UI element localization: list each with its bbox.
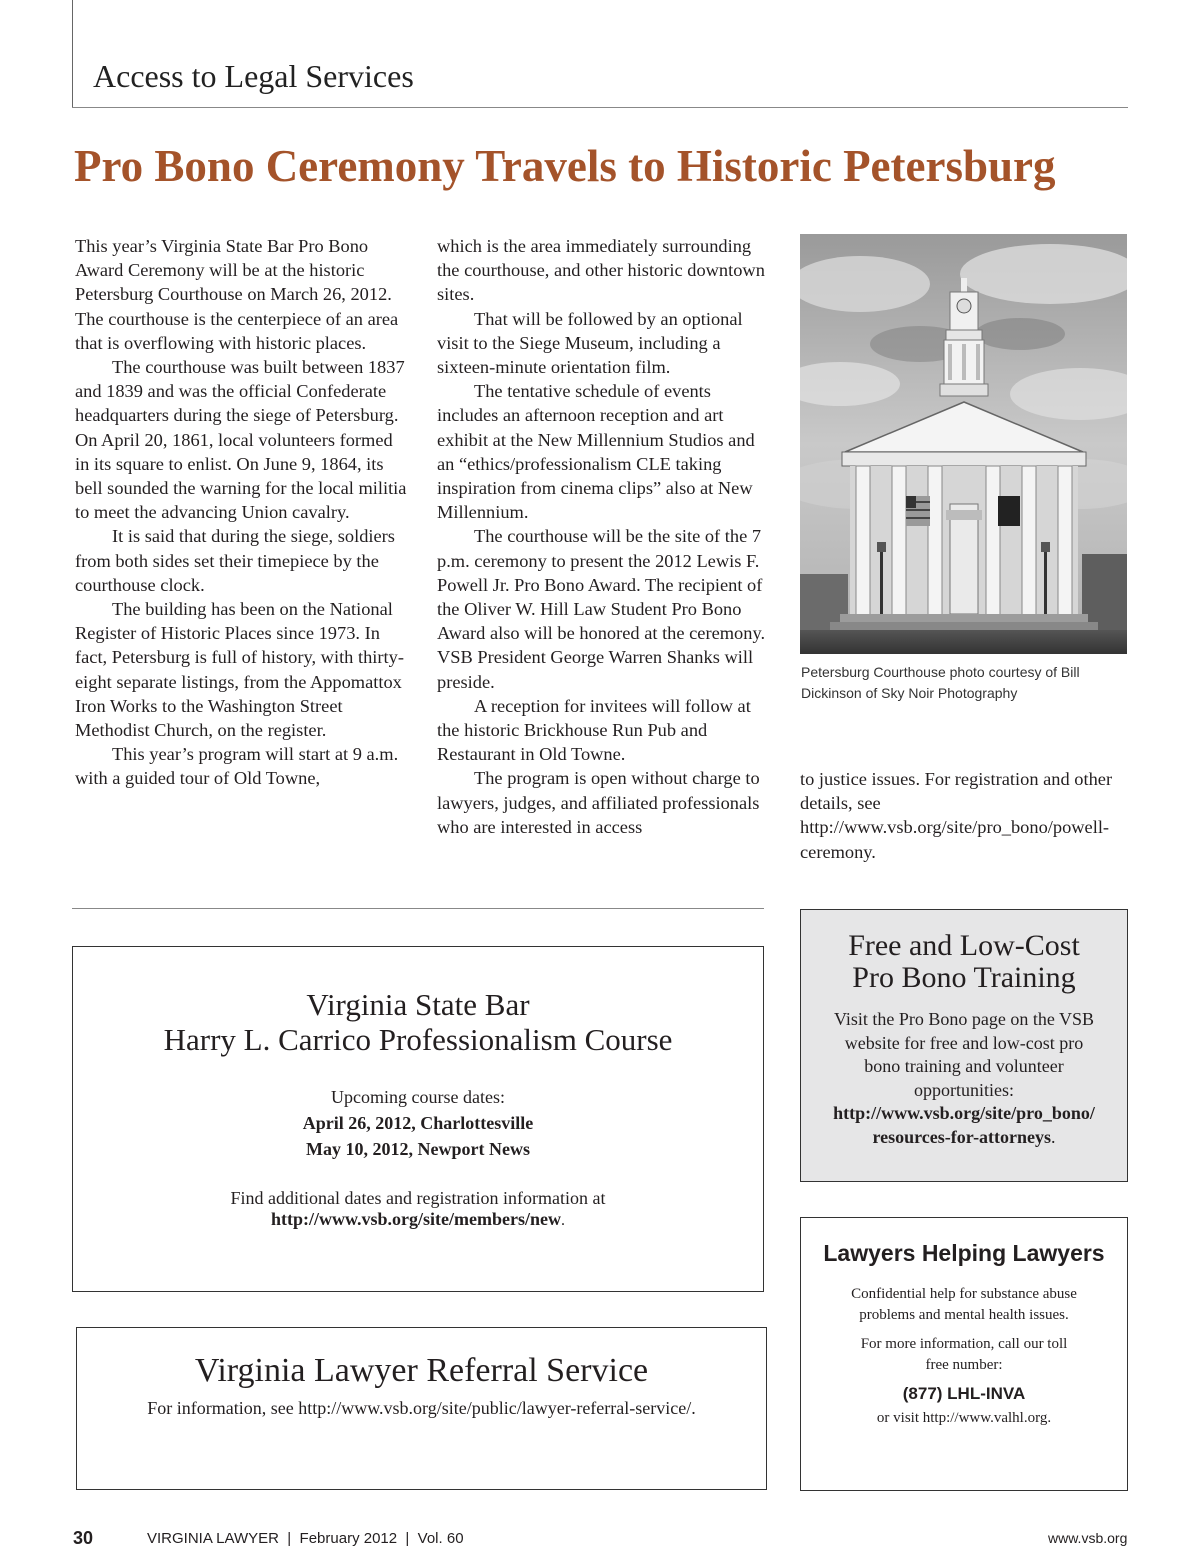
lhl-website[interactable]: or visit http://www.valhl.org. [876, 1410, 1052, 1426]
paragraph: The program is open without charge to lawyers, judges, and affiliated professionals who are interested in access [437, 768, 760, 837]
courthouse-photo [800, 234, 1127, 654]
registration-info: Find additional dates and registration information at [230, 1188, 606, 1208]
paragraph: It is said that during the siege, soldiers from both sides set their timepiece by the courthouse clock. [75, 526, 395, 595]
training-link-line-1: http://www.vsb.org/site/pro_bono/ [833, 1103, 1095, 1123]
article-column-1 [75, 234, 407, 791]
lawyer-referral-box [76, 1327, 767, 1490]
training-text: Visit the Pro Bono page on the VSB website for free and low-cost pro bono training and volunteer opportunities: [833, 1009, 1095, 1100]
lawyers-helping-lawyers-box [800, 1217, 1128, 1491]
training-link[interactable] [801, 1102, 1127, 1149]
training-title-line-1: Free and Low-Cost [848, 929, 1080, 962]
paragraph: to justice issues. For registration and other details, see http://www.vsb.org/site/pro_bono/powell-ceremony. [800, 769, 1113, 862]
section-divider [72, 908, 764, 909]
paragraph: The courthouse will be the site of the 7 p.m. ceremony to present the 2012 Lewis F. Powell Jr. Pro Bono Award. The recipient of the Oliver W. Hill Law Student Pro Bono Award also will be honored at the ceremony. VSB President George Warren Shanks will preside. [437, 526, 766, 692]
carrico-title-line-2: Harry L. Carrico Professionalism Course [163, 1022, 673, 1057]
article-headline: Pro Bono Ceremony Travels to Historic Petersburg [74, 141, 1056, 191]
header-vertical-rule [72, 0, 73, 108]
paragraph: The tentative schedule of events includes an afternoon reception and art exhibit at the New Millennium Studios and an “ethics/professionalism CLE taking inspiration from cinema clips” also at New Millennium. [437, 381, 755, 523]
course-date: May 10, 2012, Newport News [306, 1139, 530, 1159]
paragraph: This year’s program will start at 9 a.m. with a guided tour of Old Towne, [75, 744, 399, 789]
article-column-3 [800, 767, 1130, 864]
carrico-title [73, 987, 763, 1057]
paragraph: The courthouse was built between 1837 and 1839 and was the official Confederate headquarters during the siege of Petersburg. On April 20, 1861, local volunteers formed in its square to enlist. On June 9, 1864, its bell sounded the warning for the local militia to meet the advancing Union cavalry. [75, 357, 407, 523]
training-title-line-2: Pro Bono Training [852, 961, 1076, 994]
paragraph: A reception for invitees will follow at the historic Brickhouse Run Pub and Restaurant in Old Towne. [437, 695, 751, 765]
paragraph: That will be followed by an optional visit to the Siege Museum, including a sixteen-minute orientation film. [437, 308, 743, 378]
publication-info: VIRGINIA LAWYER | February 2012 | Vol. 60 [147, 1530, 464, 1547]
link-period: . [560, 1212, 565, 1229]
lhl-phone-number[interactable]: (877) LHL-INVA [902, 1384, 1026, 1403]
lhl-title: Lawyers Helping Lawyers [823, 1240, 1105, 1266]
paragraph: The building has been on the National Register of Historic Places since 1973. In fact, Petersburg is full of history, with thirty-eight separate listings, from the Appomattox Iron Works to the Washington Street Methodist Church, on the register. [75, 599, 404, 741]
lhl-description: Confidential help for substance abuse problems and mental health issues. [851, 1286, 1077, 1323]
upcoming-label: Upcoming course dates: [331, 1087, 505, 1107]
paragraph: which is the area immediately surrounding the courthouse, and other historic downtown sites. [437, 236, 765, 305]
link-period: . [1051, 1126, 1056, 1147]
paragraph: This year’s Virginia State Bar Pro Bono Award Ceremony will be at the historic Petersburg Courthouse on March 26, 2012. The courthouse is the centerpiece of an area that is overflowing with historic places. [75, 236, 399, 353]
header-horizontal-rule [72, 107, 1128, 108]
referral-title: Virginia Lawyer Referral Service [194, 1352, 649, 1389]
referral-info: For information, see http://www.vsb.org/site/public/lawyer-referral-service/. [147, 1398, 696, 1418]
article-column-2 [437, 234, 769, 839]
training-title [801, 930, 1127, 994]
carrico-title-line-1: Virginia State Bar [306, 987, 530, 1022]
pro-bono-training-box [800, 909, 1128, 1182]
photo-caption: Petersburg Courthouse photo courtesy of Bill Dickinson of Sky Noir Photography [801, 664, 1080, 701]
training-link-line-2: resources-for-attorneys [872, 1126, 1052, 1147]
course-date: April 26, 2012, Charlottesville [302, 1113, 534, 1133]
registration-link[interactable]: http://www.vsb.org/site/members/new [271, 1209, 561, 1229]
lhl-call-info: For more information, call our toll free number: [860, 1336, 1068, 1373]
carrico-course-box [72, 946, 764, 1292]
section-title: Access to Legal Services [93, 58, 414, 94]
page-number: 30 [73, 1528, 94, 1548]
footer-website[interactable]: www.vsb.org [1048, 1530, 1128, 1546]
